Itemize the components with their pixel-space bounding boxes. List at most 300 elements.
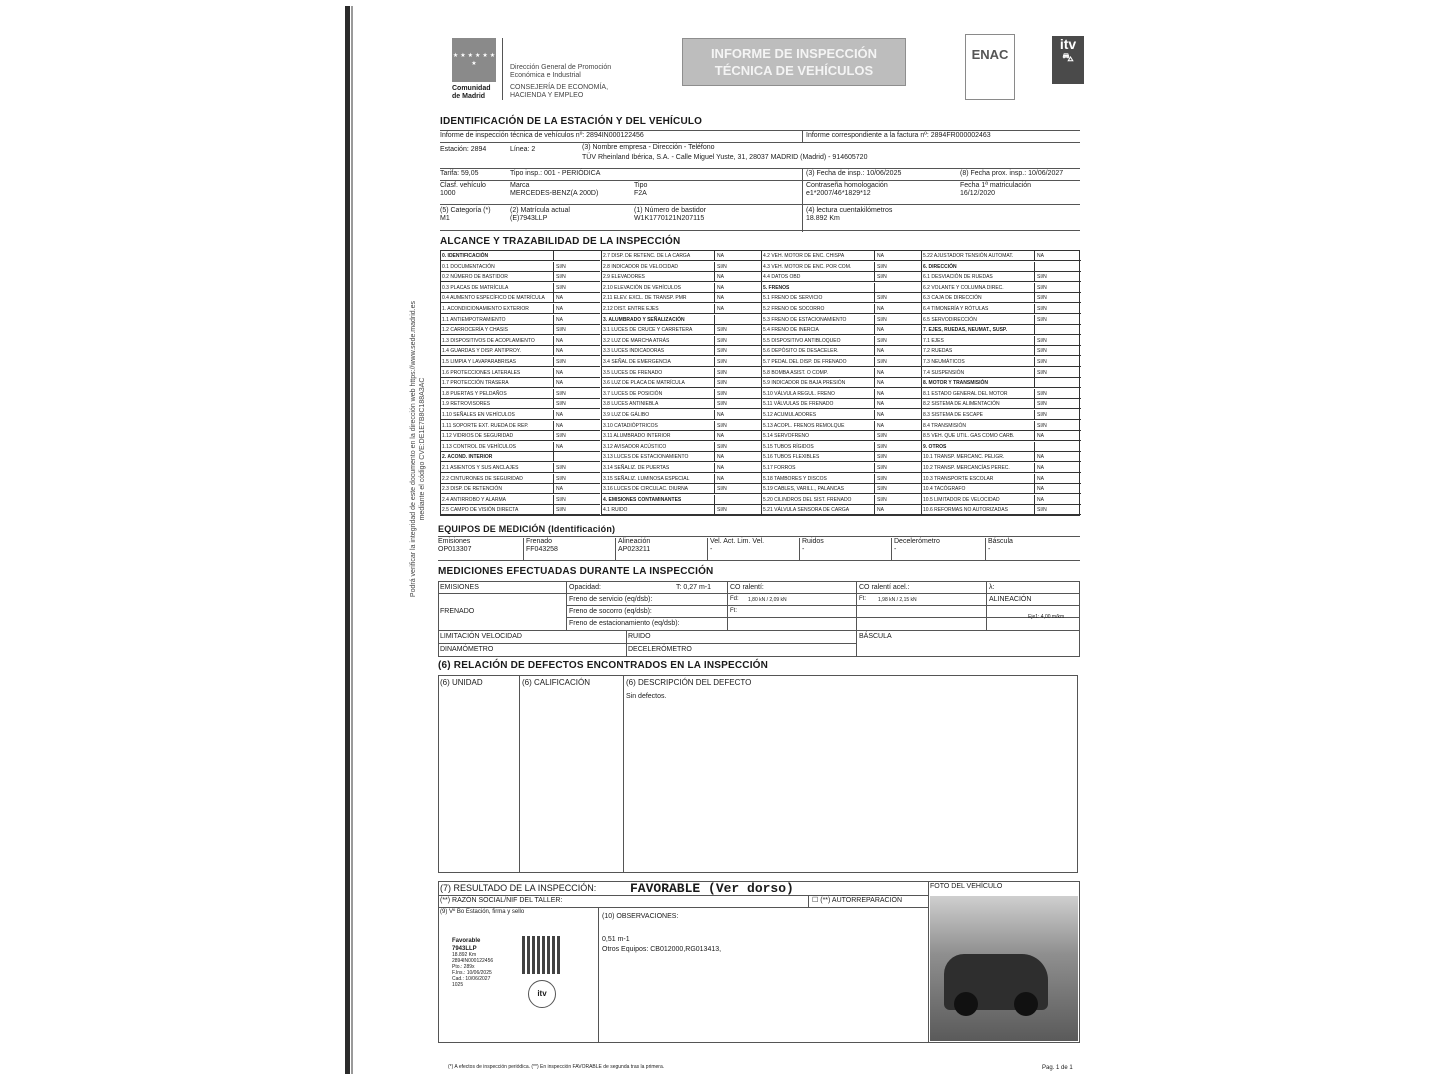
- scope-row: [441, 368, 600, 378]
- scope-row: [762, 262, 921, 272]
- scope-item-value: SI/N: [714, 389, 757, 399]
- scope-item-value: NA: [553, 421, 596, 431]
- defect-description: Sin defectos.: [626, 693, 667, 700]
- scope-item-label: 10.4 TACÓGRAFO: [923, 486, 966, 493]
- scope-item-value: [1034, 378, 1077, 388]
- vin: (1) Número de bastidor W1K1770121N207115: [634, 207, 706, 222]
- scope-item-value: SI/N: [1034, 389, 1077, 399]
- observations-label: (10) OBSERVACIONES:: [602, 913, 679, 920]
- scope-row: [602, 378, 761, 388]
- station: Estación: 2894: [440, 146, 487, 153]
- scope-item-label: 1.5 LIMPIA Y LAVAPARABRISAS: [442, 359, 517, 365]
- first-registration: Fecha 1ª matriculación 16/12/2020: [960, 182, 1032, 197]
- scope-item-label: 8. MOTOR Y TRANSMISIÓN: [923, 380, 989, 387]
- scope-row: [441, 474, 600, 484]
- scope-item-label: 10.3 TRANSPORTE ESCOLAR: [923, 475, 994, 482]
- scope-item-label: 2.8 INDICADOR DE VELOCIDAD: [603, 263, 679, 270]
- scope-item-value: NA: [714, 410, 757, 420]
- scope-item-value: NA: [874, 378, 917, 388]
- scope-row: [762, 346, 921, 356]
- qr-code: [522, 936, 560, 974]
- scope-item-value: SI/N: [553, 262, 596, 272]
- scope-item-label: 5.15 TUBOS RÍGIDOS: [763, 443, 814, 450]
- scope-item-label: 1.1 ANTIEMPOTRAMIENTO: [442, 316, 506, 323]
- scope-row: [762, 463, 921, 473]
- scope-row: [922, 272, 1081, 282]
- scope-item-value: [714, 315, 757, 325]
- scope-row: [441, 346, 600, 356]
- scope-item-label: 5.4 FRENO DE INERCIA: [763, 327, 819, 334]
- scope-row: [762, 272, 921, 282]
- scope-item-value: [714, 495, 757, 505]
- equipment-value: AP023211: [618, 546, 651, 553]
- scope-item-label: 1.12 VIDRIOS DE SEGURIDAD: [442, 433, 514, 440]
- scope-item-value: SI/N: [1034, 346, 1077, 356]
- scope-item-label: 0.1 DOCUMENTACIÓN: [442, 263, 495, 270]
- scope-row: [922, 505, 1081, 515]
- scope-item-value: SI/N: [874, 262, 917, 272]
- page-number: Pag. 1 de 1: [1042, 1065, 1073, 1071]
- scope-item-label: 0. IDENTIFICACIÓN: [442, 253, 489, 259]
- scope-row: [762, 325, 921, 335]
- scope-row: [602, 325, 761, 335]
- scope-row: [922, 293, 1081, 303]
- scan-edge: [345, 6, 350, 1074]
- scope-row: [922, 484, 1081, 494]
- scope-item-value: SI/N: [874, 272, 917, 282]
- fc-label: Ft:: [859, 596, 866, 602]
- scope-item-value: SI/N: [874, 357, 917, 367]
- scope-row: [922, 251, 1081, 261]
- scope-item-label: 2.11 ELEV. EXCL. DE TRANSP. PMR: [603, 295, 687, 302]
- scope-item-label: 5.5 DISPOSITIVO ANTIBLOQUEO: [763, 337, 841, 344]
- scope-row: [922, 431, 1081, 441]
- scope-item-label: 3.2 LUZ DE MARCHA ATRÁS: [603, 337, 670, 344]
- scope-item-value: SI/N: [874, 463, 917, 473]
- scope-row: [602, 442, 761, 452]
- scope-item-label: 3.15 SEÑALIZ. LUMINOSA ESPECIAL: [603, 475, 690, 482]
- scope-item-label: 1.7 PROTECCIÓN TRASERA: [442, 380, 509, 387]
- scope-item-value: SI/N: [714, 262, 757, 272]
- scope-item-label: 10.2 TRANSP. MERCANCÍAS PEREC.: [923, 465, 1010, 471]
- scope-item-value: NA: [553, 410, 596, 420]
- scope-row: [602, 251, 761, 261]
- scope-row: [922, 368, 1081, 378]
- scope-item-label: 9. OTROS: [923, 443, 947, 450]
- equipment-label: Alineación: [618, 538, 651, 545]
- scope-item-label: 1.8 PUERTAS Y PELDAÑOS: [442, 390, 507, 397]
- company: TÜV Rheinland Ibérica, S.A. - Calle Miguel Yuste, 31, 28037 MADRID (Madrid) - 914605720: [582, 154, 868, 161]
- scope-item-value: SI/N: [553, 495, 596, 505]
- scope-item-value: SI/N: [1034, 336, 1077, 346]
- scope-item-label: 3.3 LUCES INDICADORAS: [603, 348, 665, 355]
- scope-row: [441, 378, 600, 388]
- scope-item-label: 5.12 ACUMULADORES: [763, 412, 817, 418]
- scope-item-value: NA: [1034, 463, 1077, 473]
- scope-row: [922, 442, 1081, 452]
- homologation: Contraseña homologación e1*2007/46*1829*12: [806, 182, 888, 197]
- scope-item-value: SI/N: [1034, 272, 1077, 282]
- equipment-item: [618, 538, 650, 554]
- scope-row: [441, 495, 600, 505]
- equipment-value: -: [894, 546, 897, 553]
- scope-item-value: SI/N: [553, 463, 596, 473]
- scope-row: [602, 410, 761, 420]
- scope-row: [602, 346, 761, 356]
- inspection-report-page: [430, 30, 1090, 1075]
- scope-item-value: SI/N: [874, 315, 917, 325]
- scope-item-label: 2. ACOND. INTERIOR: [442, 454, 493, 461]
- opacity-label: Opacidad:: [569, 584, 601, 591]
- scope-row: [602, 357, 761, 367]
- plate: (2) Matrícula actual (E)7943LLP: [510, 207, 570, 222]
- decel-label: DECELERÓMETRO: [628, 646, 692, 653]
- scope-item-value: SI/N: [874, 495, 917, 505]
- scope-item-label: 10.5 LIMITADOR DE VELOCIDAD: [923, 496, 1000, 503]
- defect-rating-header: (6) CALIFICACIÓN: [522, 678, 591, 687]
- scope-item-label: 8.5 VEH. QUE UTIL. GAS COMO CARB.: [923, 433, 1015, 440]
- scope-row: [602, 368, 761, 378]
- scope-row: [922, 410, 1081, 420]
- scope-item-label: 3.11 ALUMBRADO INTERIOR: [603, 433, 671, 440]
- scope-item-value: SI/N: [1034, 357, 1077, 367]
- scope-row: [762, 304, 921, 314]
- scope-item-label: 2.7 DISP. DE RETENC. DE LA CARGA: [603, 253, 691, 259]
- scope-item-label: 2.3 DISP. DE RETENCIÓN: [442, 486, 502, 493]
- scope-row: [441, 357, 600, 367]
- scope-item-value: SI/N: [714, 378, 757, 388]
- scope-item-value: SI/N: [553, 272, 596, 282]
- scope-row: [441, 272, 600, 282]
- scope-item-label: 10.1 TRANSP. MERCANC. PELIGR.: [923, 454, 1005, 461]
- lambda-label: λ:: [989, 584, 995, 591]
- scope-row: [441, 336, 600, 346]
- scope-item-label: 3.8 LUCES ANTINIEBLA: [603, 401, 659, 408]
- scope-item-value: SI/N: [553, 283, 596, 293]
- scope-item-value: NA: [1034, 484, 1077, 494]
- scope-title: ALCANCE Y TRAZABILIDAD DE LA INSPECCIÓN: [440, 236, 681, 247]
- scope-item-value: NA: [1034, 474, 1077, 484]
- scope-row: [441, 262, 600, 272]
- service-brake-label: Freno de servicio (eq/dsb):: [569, 596, 653, 603]
- invoice-number: Informe correspondiente a la factura nº: 2894FR000002463: [806, 132, 991, 139]
- scope-column: [601, 251, 761, 515]
- identification-title: IDENTIFICACIÓN DE LA ESTACIÓN Y DEL VEHÍCULO: [440, 116, 703, 127]
- scope-item-value: SI/N: [553, 325, 596, 335]
- scope-row: [922, 495, 1081, 505]
- scope-row: [441, 463, 600, 473]
- scope-row: [441, 283, 600, 293]
- scope-item-label: 8.3 SISTEMA DE ESCAPE: [923, 412, 984, 418]
- scope-item-label: 2.12 DIST. ENTRE EJES: [603, 306, 659, 312]
- scope-row: [602, 495, 761, 505]
- scope-item-label: 6.2 VOLANTE Y COLUMNA DIREC.: [923, 284, 1004, 291]
- scope-row: [441, 251, 600, 261]
- scope-item-label: 7.4 SUSPENSIÓN: [923, 369, 965, 376]
- observations: 0,51 m-1 Otros Equipos: CB012000,RG013413,: [602, 936, 722, 953]
- alignment-label: ALINEACIÓN: [989, 596, 1032, 603]
- alignment-value: Eje1: 4,00 m/km: [1028, 614, 1065, 620]
- scope-item-label: 7.3 NEUMÁTICOS: [923, 359, 965, 365]
- scope-item-label: 5.7 PEDAL DEL DISP. DE FRENADO: [763, 359, 847, 365]
- scope-column: [761, 251, 921, 515]
- scope-item-label: 4. EMISIONES CONTAMINANTES: [603, 496, 682, 503]
- scope-item-value: [553, 452, 596, 462]
- scope-item-label: 3.10 CATADIÓPTRICOS: [603, 422, 658, 429]
- next-inspection-date: (8) Fecha prox. insp.: 10/06/2027: [960, 170, 1064, 177]
- equipment-label: Vel. Act. Lim. Vel.: [710, 538, 765, 545]
- scope-row: [762, 431, 921, 441]
- scope-item-label: 4.4 DATOS OBD: [763, 274, 801, 281]
- scope-item-value: NA: [874, 346, 917, 356]
- scope-item-value: SI/N: [553, 399, 596, 409]
- scope-item-value: NA: [714, 452, 757, 462]
- dyno-label: DINAMÓMETRO: [440, 646, 494, 653]
- scope-item-label: 5.20 CILINDROS DEL SIST. FRENADO: [763, 496, 852, 503]
- scope-row: [922, 357, 1081, 367]
- scope-item-value: NA: [714, 431, 757, 441]
- result-value: FAVORABLE (Ver dorso): [630, 881, 794, 896]
- scope-row: [922, 325, 1081, 335]
- scope-item-value: NA: [874, 505, 917, 515]
- scope-item-value: NA: [714, 272, 757, 282]
- scope-item-label: 5.19 CABLES, VARILL., PALANCAS: [763, 486, 844, 493]
- scope-item-value: NA: [1034, 452, 1077, 462]
- scope-item-label: 0.4 AUMENTO ESPECÍFICO DE MATRÍCULA: [442, 295, 545, 302]
- wheel-front: [954, 992, 978, 1016]
- scope-row: [762, 452, 921, 462]
- scope-item-value: SI/N: [1034, 505, 1077, 515]
- scope-item-value: SI/N: [553, 357, 596, 367]
- equipment-item: [526, 538, 558, 554]
- scope-item-value: NA: [553, 442, 596, 452]
- scope-item-label: 5.13 ACOPL. FRENOS REMOLQUE: [763, 422, 845, 429]
- scope-item-label: 2.9 ELEVADORES: [603, 274, 645, 281]
- scope-item-label: 8.2 SISTEMA DE ALIMENTACIÓN: [923, 401, 1000, 408]
- inspection-date: (3) Fecha de insp.: 10/06/2025: [806, 170, 902, 177]
- scope-row: [762, 495, 921, 505]
- scope-item-label: 5.6 DEPÓSITO DE DESACELER.: [763, 348, 839, 355]
- ft-label: Ft:: [730, 608, 737, 614]
- scope-item-value: NA: [553, 304, 596, 314]
- side-verification-note: Podrá verificar la integridad de este documento en la dirección web https://www.sede.madrid.es mediante el código CVE:DE1E7B8C188A3AC: [410, 300, 426, 598]
- photo-label: FOTO DEL VEHÍCULO: [930, 883, 1003, 890]
- ft-values: 1,98 kN / 2,15 kN: [878, 597, 917, 603]
- scope-item-value: SI/N: [714, 346, 757, 356]
- itv-logo: itv ⛍: [1052, 36, 1084, 84]
- scope-item-value: SI/N: [714, 357, 757, 367]
- co-accel-label: CO ralentí acel.:: [859, 584, 910, 591]
- report-title-banner: INFORME DE INSPECCIÓN TÉCNICA DE VEHÍCULOS: [682, 38, 906, 86]
- scope-item-value: SI/N: [1034, 410, 1077, 420]
- scope-item-label: 1.11 SOPORTE EXT. RUEDA DE REP.: [442, 422, 529, 429]
- scope-item-value: NA: [553, 378, 596, 388]
- scope-row: [762, 442, 921, 452]
- scope-item-value: SI/N: [553, 431, 596, 441]
- scope-row: [441, 452, 600, 462]
- scope-item-value: SI/N: [553, 505, 596, 515]
- emissions-label: EMISIONES: [440, 584, 479, 591]
- scope-row: [762, 505, 921, 515]
- equipment-item: [710, 538, 764, 554]
- equipment-title: EQUIPOS DE MEDICIÓN (Identificación): [438, 524, 616, 534]
- scope-item-label: 6.4 TIMONERÍA Y RÓTULAS: [923, 306, 989, 312]
- scope-item-value: NA: [714, 474, 757, 484]
- scope-item-label: 2.4 ANTIRROBO Y ALARMA: [442, 496, 507, 503]
- equipment-label: Frenado: [526, 538, 553, 545]
- scope-row: [762, 336, 921, 346]
- scope-row: [762, 357, 921, 367]
- result-sticker: Favorable 7943LLP 18.892 Km 2894IN000122456 Pto.: 289x F.Ins.: 10/06/2025 Cad.: 10/06/2027 1025: [452, 938, 494, 988]
- scope-item-label: 5.9 INDICADOR DE BAJA PRESIÓN: [763, 380, 846, 387]
- scope-item-label: 3.4 SEÑAL DE EMERGENCIA: [603, 359, 671, 365]
- scope-item-label: 5.17 FORROS: [763, 465, 796, 471]
- scope-row: [602, 421, 761, 431]
- scope-item-value: SI/N: [714, 484, 757, 494]
- scope-item-value: SI/N: [874, 474, 917, 484]
- scope-row: [922, 304, 1081, 314]
- scope-item-value: NA: [1034, 495, 1077, 505]
- equipment-item: [802, 538, 824, 554]
- emergency-brake-label: Freno de socorro (eq/dsb):: [569, 608, 652, 615]
- scope-item-value: SI/N: [1034, 421, 1077, 431]
- scope-item-label: 6.3 CAJA DE DIRECCIÓN: [923, 295, 982, 302]
- vehicle-class: Clasf. vehículo 1000: [440, 182, 486, 197]
- scope-row: [922, 474, 1081, 484]
- scope-row: [922, 389, 1081, 399]
- report-number: Informe de inspección técnica de vehículos nº: 2894IN000122456: [440, 132, 644, 139]
- scope-item-label: 7. EJES, RUEDAS, NEUMAT., SUSP.: [923, 327, 1008, 334]
- scope-item-label: 3.13 LUCES DE ESTACIONAMIENTO: [603, 454, 689, 461]
- scope-row: [922, 378, 1081, 388]
- scope-item-value: SI/N: [874, 431, 917, 441]
- scope-item-label: 5.22 AJUSTADOR TENSIÓN AUTOMAT.: [923, 253, 1014, 259]
- scope-item-value: NA: [1034, 431, 1077, 441]
- scope-item-value: NA: [1034, 251, 1077, 261]
- scope-item-value: NA: [874, 389, 917, 399]
- scope-item-value: SI/N: [1034, 315, 1077, 325]
- self-repair-label: ☐ (**) AUTORREPARACIÓN: [812, 897, 903, 904]
- scope-item-value: [1034, 262, 1077, 272]
- wheel-rear: [1014, 992, 1038, 1016]
- scope-row: [441, 304, 600, 314]
- scope-item-label: 5.11 VÁLVULAS DE FRENADO: [763, 401, 834, 408]
- equipment-item: [894, 538, 940, 554]
- scope-item-value: NA: [714, 304, 757, 314]
- equipment-value: FF043258: [526, 546, 558, 553]
- scope-item-value: NA: [553, 346, 596, 356]
- scope-item-label: 1.10 SEÑALES EN VEHÍCULOS: [442, 412, 515, 418]
- scope-item-label: 0.3 PLACAS DE MATRÍCULA: [442, 284, 509, 291]
- scope-item-label: 4.1 RUIDO: [603, 507, 628, 514]
- scope-item-label: 2.2 CINTURONES DE SEGURIDAD: [442, 475, 523, 482]
- scope-row: [602, 262, 761, 272]
- odometer: (4) lectura cuentakilómetros 18.892 Km: [806, 207, 893, 222]
- company-label: (3) Nombre empresa - Dirección - Teléfono: [582, 144, 715, 151]
- scope-item-label: 1.2 CARROCERÍA Y CHASIS: [442, 327, 508, 334]
- speed-limit-label: LIMITACIÓN VELOCIDAD: [440, 633, 522, 640]
- scope-row: [441, 421, 600, 431]
- scope-item-value: NA: [874, 368, 917, 378]
- vehicle-brand: Marca MERCEDES-BENZ(A 200D): [510, 182, 599, 197]
- scope-item-label: 5.8 BOMBA ASIST. O COMP.: [763, 369, 828, 376]
- scope-row: [762, 421, 921, 431]
- scope-item-value: NA: [553, 484, 596, 494]
- scope-item-label: 8.1 ESTADO GENERAL DEL MOTOR: [923, 390, 1008, 397]
- scope-row: [602, 293, 761, 303]
- scope-item-label: 5.21 VÁLVULA SENSORA DE CARGA: [763, 507, 850, 514]
- scope-row: [602, 505, 761, 515]
- defect-description-header: (6) DESCRIPCIÓN DEL DEFECTO: [626, 678, 752, 687]
- inspection-type: Tipo insp.: 001 - PERIÓDICA: [510, 170, 601, 177]
- scope-item-label: 5.14 SERVOFRENO: [763, 433, 810, 440]
- scope-item-value: NA: [874, 325, 917, 335]
- scope-item-value: NA: [553, 368, 596, 378]
- scope-item-value: SI/N: [714, 442, 757, 452]
- equipment-item: [988, 538, 1013, 554]
- scope-item-value: NA: [553, 293, 596, 303]
- brand-name: Comunidad de Madrid: [452, 85, 491, 100]
- scope-item-value: SI/N: [874, 484, 917, 494]
- equipment-label: Ruidos: [802, 538, 824, 545]
- scope-row: [441, 431, 600, 441]
- scope-row: [922, 421, 1081, 431]
- scope-row: [441, 410, 600, 420]
- scope-item-value: NA: [714, 293, 757, 303]
- scope-grid: [440, 250, 1080, 516]
- defects-title: (6) RELACIÓN DE DEFECTOS ENCONTRADOS EN LA INSPECCIÓN: [438, 660, 769, 671]
- scope-item-value: [553, 251, 596, 261]
- scope-item-label: 2.10 ELEVACIÓN DE VEHÍCULOS: [603, 284, 681, 291]
- scope-item-label: 5. FRENOS: [763, 284, 790, 291]
- scope-row: [762, 410, 921, 420]
- scope-row: [602, 399, 761, 409]
- equipment-label: Báscula: [988, 538, 1013, 545]
- scope-item-label: 5.10 VÁLVULA REGUL. FRENO: [763, 390, 835, 397]
- scope-item-value: SI/N: [874, 442, 917, 452]
- scope-row: [602, 315, 761, 325]
- fd-values: 1,80 kN / 2,09 kN: [748, 597, 787, 603]
- scope-item-value: NA: [874, 421, 917, 431]
- scope-item-label: 10.6 REFORMAS NO AUTORIZADAS: [923, 507, 1008, 514]
- scope-item-value: SI/N: [1034, 368, 1077, 378]
- scope-row: [922, 262, 1081, 272]
- scope-item-value: NA: [874, 251, 917, 261]
- scope-row: [441, 293, 600, 303]
- workshop-label: (**) RAZÓN SOCIAL/NIF DEL TALLER:: [440, 897, 563, 904]
- scope-item-value: SI/N: [1034, 304, 1077, 314]
- scope-row: [441, 484, 600, 494]
- scope-row: [762, 399, 921, 409]
- scope-item-label: 5.16 TUBOS FLEXIBLES: [763, 454, 820, 461]
- defects-box: [438, 675, 1078, 873]
- scope-row: [922, 336, 1081, 346]
- scope-item-label: 5.2 FRENO DE SOCORRO: [763, 306, 825, 312]
- scope-item-value: SI/N: [553, 474, 596, 484]
- equipment-value: -: [988, 546, 991, 553]
- scope-item-label: 1.3 DISPOSITIVOS DE ACOPLAMIENTO: [442, 337, 535, 344]
- scope-row: [602, 452, 761, 462]
- equipment-value: OP013307: [438, 546, 472, 553]
- scope-column: [441, 251, 600, 515]
- scope-row: [762, 251, 921, 261]
- measurements-title: MEDICIONES EFECTUADAS DURANTE LA INSPECCIÓN: [438, 566, 714, 577]
- scope-item-label: 3.7 LUCES DE POSICIÓN: [603, 390, 663, 397]
- scope-item-value: NA: [714, 463, 757, 473]
- comunidad-madrid-logo: ★ ★ ★ ★ ★ ★ ★: [452, 38, 496, 82]
- equipment-item: [438, 538, 471, 554]
- vehicle-photo: [930, 896, 1078, 1041]
